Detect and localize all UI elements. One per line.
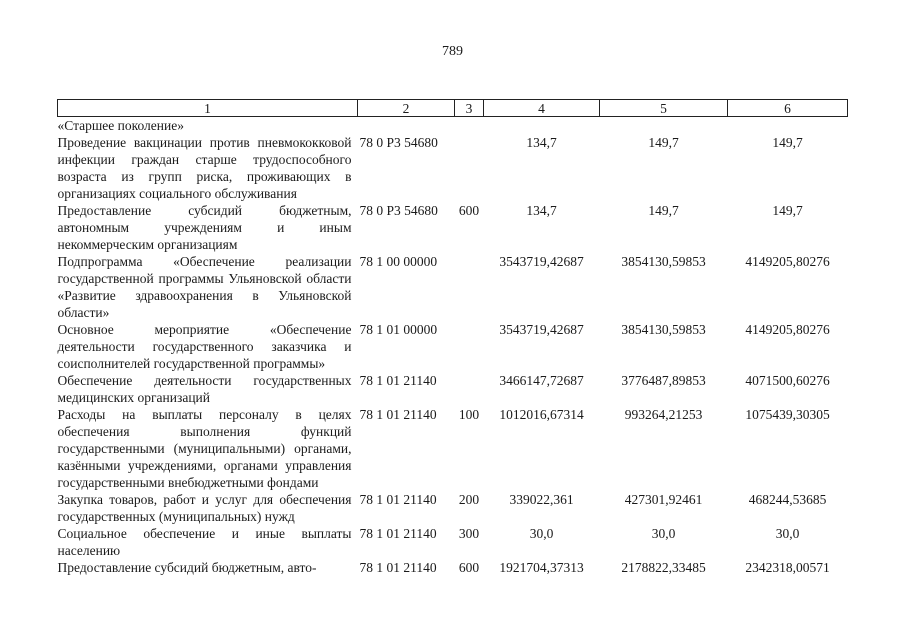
table-row (58, 491, 848, 525)
row-value-col4: 30,0 (529, 526, 554, 541)
row-code: 78 1 01 21140 (359, 492, 437, 507)
row-value-col4 (484, 117, 600, 135)
row-value-col5: 2178822,33485 (621, 560, 706, 575)
row-value-col6: 1075439,30305 (745, 407, 830, 422)
row-value-col5: 3776487,89853 (621, 373, 706, 388)
row-code: 78 1 01 00000 (359, 322, 438, 337)
row-name: Предоставление субсидий бюджетным, авто- (57, 560, 317, 575)
table-row (58, 117, 848, 135)
row-code (358, 117, 455, 135)
row-name: Основное мероприятие «Обеспечение деятельности государственного заказчика и соисполнителей государственной программы» (57, 322, 352, 371)
row-value-col4: 3543719,42687 (499, 254, 584, 269)
row-expense-type (455, 117, 484, 135)
row-value-col4: 1012016,67314 (499, 407, 584, 422)
table-header-row (58, 100, 848, 117)
row-value-col6 (728, 117, 848, 135)
row-value-col4: 3543719,42687 (499, 322, 584, 337)
table-row (58, 134, 848, 202)
row-name: Обеспечение деятельности государственных медицинских организаций (57, 373, 352, 405)
row-value-col5: 30,0 (651, 526, 676, 541)
row-value-col6: 4149205,80276 (745, 254, 830, 269)
row-expense-type (455, 372, 484, 406)
row-name: Подпрограмма «Обеспечение реализации государственной программы Ульяновской области «Развитие здравоохранения в Ульяновской области» (57, 254, 352, 320)
page-number: 789 (442, 44, 463, 59)
table-row (58, 321, 848, 372)
row-name: Социальное обеспечение и иные выплаты населению (57, 526, 352, 558)
row-name: «Старшее поколение» (57, 118, 184, 133)
table-row (58, 202, 848, 253)
table-row (58, 525, 848, 559)
row-expense-type (455, 134, 484, 202)
row-value-col5: 993264,21253 (624, 407, 703, 422)
row-name: Закупка товаров, работ и услуг для обеспечения государственных (муниципальных) нужд (57, 492, 352, 524)
column-header: 2 (358, 100, 455, 117)
row-value-col6: 4149205,80276 (745, 322, 830, 337)
row-code: 78 0 Р3 54680 (359, 203, 438, 218)
row-expense-type: 300 (458, 526, 480, 541)
row-expense-type: 600 (458, 560, 480, 575)
row-code: 78 0 Р3 54680 (359, 135, 438, 150)
row-value-col5: 3854130,59853 (621, 322, 706, 337)
row-code: 78 1 01 21140 (359, 560, 437, 575)
row-expense-type: 200 (458, 492, 480, 507)
row-name: Проведение вакцинации против пневмококковой инфекции граждан старше трудоспособного возраста из групп риска, проживающих в организациях социального обслуживания (57, 135, 352, 201)
row-value-col5: 149,7 (648, 203, 679, 218)
row-expense-type (455, 321, 484, 372)
column-header: 3 (455, 100, 484, 117)
row-value-col6: 4071500,60276 (745, 373, 830, 388)
column-header: 5 (600, 100, 728, 117)
row-code: 78 1 00 00000 (359, 254, 438, 269)
row-value-col6: 149,7 (772, 135, 803, 150)
table-row (58, 406, 848, 491)
table-row (58, 253, 848, 321)
row-name: Расходы на выплаты персоналу в целях обеспечения выполнения функций государственными (муниципальными) органами, казёнными учреждениями, органами управления государственными внебюджетными фондами (57, 407, 352, 490)
row-value-col6: 149,7 (772, 203, 803, 218)
row-expense-type: 100 (458, 407, 480, 422)
row-value-col6: 468244,53685 (748, 492, 827, 507)
row-value-col4: 134,7 (526, 135, 557, 150)
row-value-col4: 339022,361 (509, 492, 574, 507)
row-name: Предоставление субсидий бюджетным, автономным учреждениям и иным некоммерческим организациям (57, 203, 352, 252)
column-header: 4 (484, 100, 600, 117)
table-row (58, 559, 848, 576)
column-header: 1 (58, 100, 358, 117)
row-value-col5 (600, 117, 728, 135)
row-code: 78 1 01 21140 (359, 373, 437, 388)
table-row (58, 372, 848, 406)
row-expense-type (455, 253, 484, 321)
row-value-col4: 134,7 (526, 203, 557, 218)
row-code: 78 1 01 21140 (359, 526, 437, 541)
row-value-col6: 30,0 (775, 526, 800, 541)
row-value-col5: 149,7 (648, 135, 679, 150)
row-value-col5: 427301,92461 (624, 492, 703, 507)
row-code: 78 1 01 21140 (359, 407, 437, 422)
row-value-col4: 3466147,72687 (499, 373, 584, 388)
budget-table (57, 99, 848, 576)
row-expense-type: 600 (458, 203, 480, 218)
row-value-col6: 2342318,00571 (745, 560, 830, 575)
column-header: 6 (728, 100, 848, 117)
row-value-col4: 1921704,37313 (499, 560, 584, 575)
row-value-col5: 3854130,59853 (621, 254, 706, 269)
